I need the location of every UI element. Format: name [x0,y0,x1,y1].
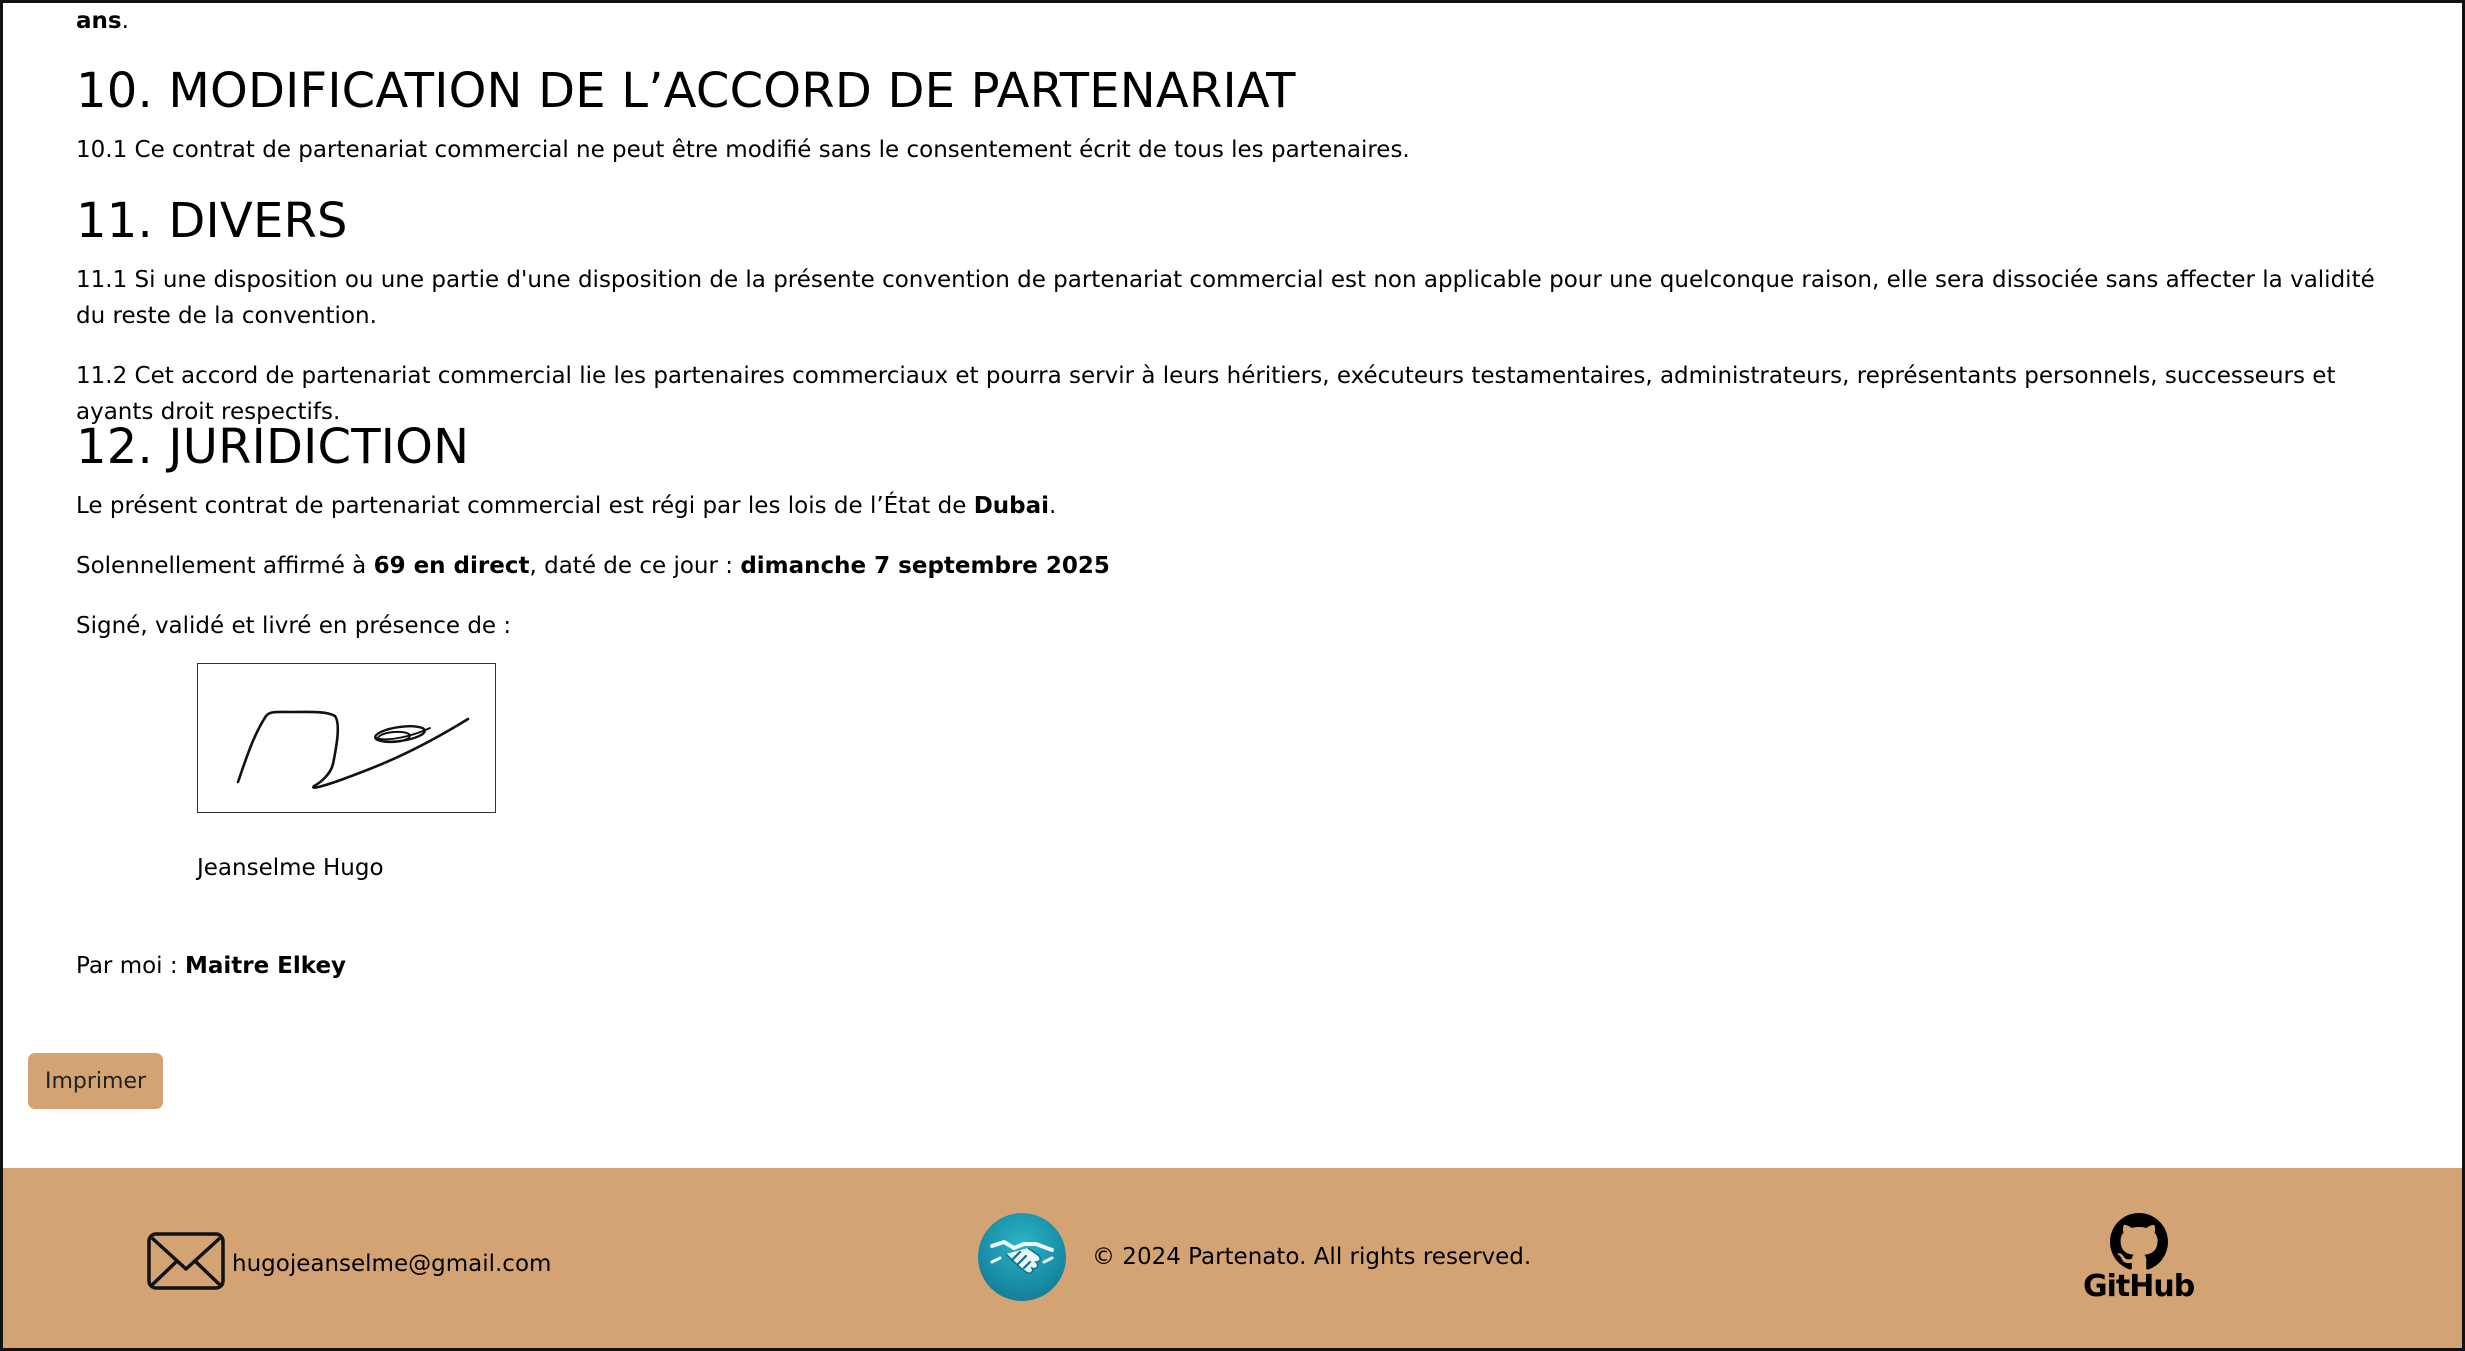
jurisdiction-state: Dubai [973,493,1050,519]
signature-drawing [198,664,495,812]
signed-line: Signé, validé et livré en présence de : [76,613,512,639]
affirmation-place: 69 en direct [373,553,530,579]
signer-name: Jeanselme Hugo [197,855,384,881]
clause-11-2: 11.2 Cet accord de partenariat commercial lie les partenaires commerciaux et pourra servir à leurs héritiers, exécuteurs testamentaires, administrateurs, représentants personnels, successeurs et ayants droit respectifs. [76,363,2336,425]
footer-email-link[interactable] [146,1231,551,1297]
section-10-heading: 10. MODIFICATION DE L’ACCORD DE PARTENARIAT [76,63,1296,119]
print-button[interactable]: Imprimer [28,1053,163,1109]
github-octocat-icon [2108,1213,2170,1271]
footer-email: hugojeanselme@gmail.com [232,1251,552,1277]
jurisdiction-text: Le présent contrat de partenariat commercial est régi par les lois de l’État de Dubai. [76,493,1057,519]
affirmation-text: Solennellement affirmé à 69 en direct, daté de ce jour : dimanche 7 septembre 2025 [76,553,1110,579]
cutoff-text: ans. [76,8,129,34]
envelope-icon [146,1231,232,1297]
signature-box [197,663,496,813]
footer [3,1168,2462,1348]
footer-copyright: © 2024 Partenato. All rights reserved. [1092,1244,1532,1270]
notary-name: Maitre Elkey [184,953,347,979]
github-link[interactable] [2083,1213,2194,1303]
handshake-logo-icon [978,1213,1066,1301]
affirmation-date: dimanche 7 septembre 2025 [740,553,1110,579]
footer-brand [978,1213,1531,1301]
section-12-heading: 12. JURIDICTION [76,419,470,475]
by-me-line: Par moi : Maitre Elkey [76,953,347,979]
page [3,3,2462,1348]
clause-11-1: 11.1 Si une disposition ou une partie d'une disposition de la présente convention de partenariat commercial est non applicable pour une quelconque raison, elle sera dissociée sans affecter la validité du reste de la convention. [76,267,2375,329]
github-wordmark: GitHub [2083,1269,2195,1304]
clause-10-1: 10.1 Ce contrat de partenariat commercial ne peut être modifié sans le consentement écrit de tous les partenaires. [76,137,1410,163]
section-11-heading: 11. DIVERS [76,193,348,249]
